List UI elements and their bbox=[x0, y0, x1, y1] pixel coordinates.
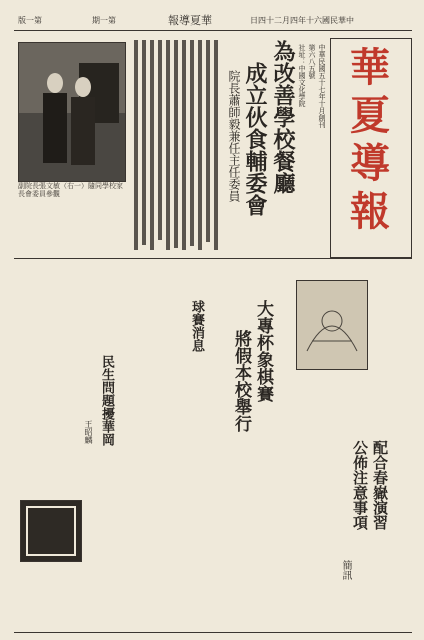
news-photo bbox=[18, 42, 126, 182]
main-headline-sub: 院長蕭師毅兼任主任委員 bbox=[227, 70, 241, 202]
masthead-issue-no: 第六八五號 bbox=[308, 44, 316, 79]
photo-caption: 副院長張文敏（右一）隨同學校家長會委員參觀 bbox=[18, 182, 123, 199]
masthead-char-3: 導 bbox=[350, 140, 390, 187]
recruit-headline-line1: 配合春嶽演習 bbox=[371, 440, 389, 530]
column-author: 王昭麟 bbox=[84, 420, 93, 444]
sports-headline: 球賽消息 bbox=[189, 300, 204, 352]
masthead-address: 社址：中國文化學院 bbox=[298, 44, 306, 107]
date-line: 日四十二月四年十六國民華中 bbox=[250, 16, 354, 25]
chess-headline-line1: 大專杯象棋賽 bbox=[253, 300, 273, 402]
masthead-char-1: 華 bbox=[350, 44, 390, 91]
bottom-rule bbox=[14, 632, 412, 633]
column-logo-box bbox=[20, 500, 82, 562]
recruit-headline-line2: 公佈注意事項 bbox=[351, 440, 369, 530]
mid-rule bbox=[14, 258, 412, 259]
issue-label: 期一第 bbox=[92, 16, 116, 25]
page-number: 版一第 bbox=[18, 16, 42, 25]
masthead-char-2: 夏 bbox=[350, 92, 390, 139]
brief-news-label: 簡訊 bbox=[340, 560, 351, 580]
column-title: 民生問題擾華岡 bbox=[99, 355, 114, 446]
main-headline-line1: 為改善學校餐廳 bbox=[270, 40, 296, 194]
chess-headline-line2: 將假本校舉行 bbox=[231, 330, 251, 432]
main-article-body bbox=[132, 40, 226, 255]
illustration bbox=[296, 280, 368, 370]
top-rule bbox=[14, 30, 412, 31]
masthead-title bbox=[340, 44, 400, 250]
masthead-char-4: 報 bbox=[350, 188, 390, 235]
main-headline-line2: 成立伙食輔委會 bbox=[242, 62, 268, 216]
masthead-founded: 中華民國五十七年十月創刊 bbox=[318, 44, 326, 128]
masthead-small: 報導夏華 bbox=[168, 14, 212, 27]
